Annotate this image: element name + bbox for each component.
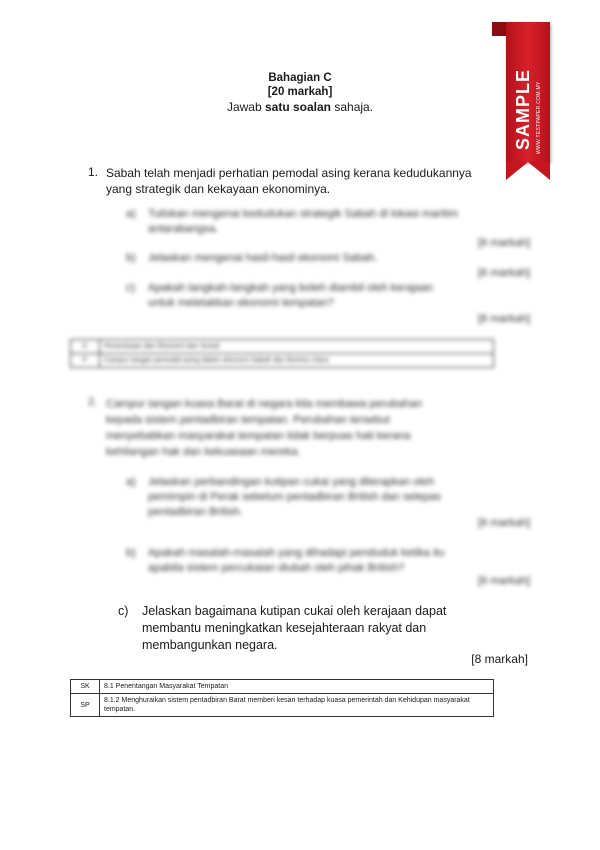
question-2-sub-c-marks: [8 markah] [471,652,528,666]
ribbon-tip [506,162,550,180]
section-instruction: Jawab satu soalan sahaja. [226,100,374,114]
table-row: P Campur tangan pemodal asing dalam ekonomi Sabah dan Borneo Utara [71,354,494,368]
table-row: K Penerokaan dan Ekonomi dan Sosial [71,340,494,354]
question-2-sub-b-marks: [6 markah] [478,575,530,587]
question-2-reference-table [70,679,494,717]
question-1-sub-a-marks: [6 markah] [478,237,530,249]
table-row: SK 8.1 Penentangan Masyarakat Tempatan [71,680,494,694]
question-2-stem: Campur tangan kuasa Barat di negara kita membawa perubahan kepada sistem pentadbiran tempatan. Perubahan tersebut menyebabkan masyarakat tempatan tidak berpuas hati kerana kehilangan hak dan kekuasaan mereka. [106,398,423,458]
sample-ribbon [506,22,550,182]
question-1-sub-b-marks: [6 markah] [478,267,530,279]
ribbon-sample-text: SAMPLE [513,68,533,150]
exam-page: Bahagian C [20 markah] Jawab satu soalan sahaja. 1. Sabah telah menjadi perhatian pemodal asing kerana kedudukannya yang strategik dan kekayaan ekonominya. a) Tuliskan mengenai kedudukan strategik Sabah di lokasi maritim antarabangsa. [6 markah] b) Jelaskan mengenai hasil-hasil ekonomi Sabah. [6 markah] c) Apakah langkah-langkah yang boleh diambil oleh kerajaan untuk meletakkan ekonomi tempatan? [8 markah] K Penerokaan dan Ekonomi dan Sosial P Campur tangan pemodal asing dalam ekonomi Sabah dan Borneo Utara 2. Campur tangan kuasa Barat di negara kita membawa perubahan kepada sistem pentadbiran tempatan. Perubahan tersebut menyebabkan masyarakat tempatan tidak berpuas hati kerana kehilangan hak dan kekuasaan mereka. a) Jelaskan perbandingan kutipan cukai yang diterapkan oleh pemimpin di Perak sebelum pentadbiran British dan selepas pentadbiran British. [6 markah] b) Apakah masalah-masalah yang dihadapi penduduk ketika itu apabila sistem percukaian diubah oleh pihak British? [6 markah] c) Jelaskan bagaimana kutipan cukai oleh kerajaan dapat membantu meningkatkan kesejahteraan rakyat dan membangunkan negara. [8 markah] SK 8.1 Penentangan Masyarakat Tempatan SP 8.1.2 Menghuraikan sistem pentadbiran Barat memberi kesan terhadap kuasa pemerintah dan Kehidupan masyarakat tempatan. SAMPLE WWW.TESTPAPER.COM.MY [0,0,600,850]
question-2-number: 2. [88,396,98,408]
table-row: SP 8.1.2 Menghuraikan sistem pentadbiran Barat memberi kesan terhadap kuasa pemerintah dan Kehidupan masyarakat tempatan. [71,694,494,717]
ribbon-site-text: WWW.TESTPAPER.COM.MY [536,81,542,154]
question-1-number: 1. [88,165,99,179]
question-1-sub-c-marks: [8 markah] [478,313,530,325]
question-2-sub-a-marks: [6 markah] [478,517,530,529]
question-1-reference-table [70,339,494,368]
ribbon-fold [492,22,506,36]
section-marks: [20 markah] [267,86,333,98]
question-1-stem: Sabah telah menjadi perhatian pemodal asing kerana kedudukannya yang strategik dan kekayaan ekonominya. [106,166,472,196]
section-title: Bahagian C [268,72,332,84]
